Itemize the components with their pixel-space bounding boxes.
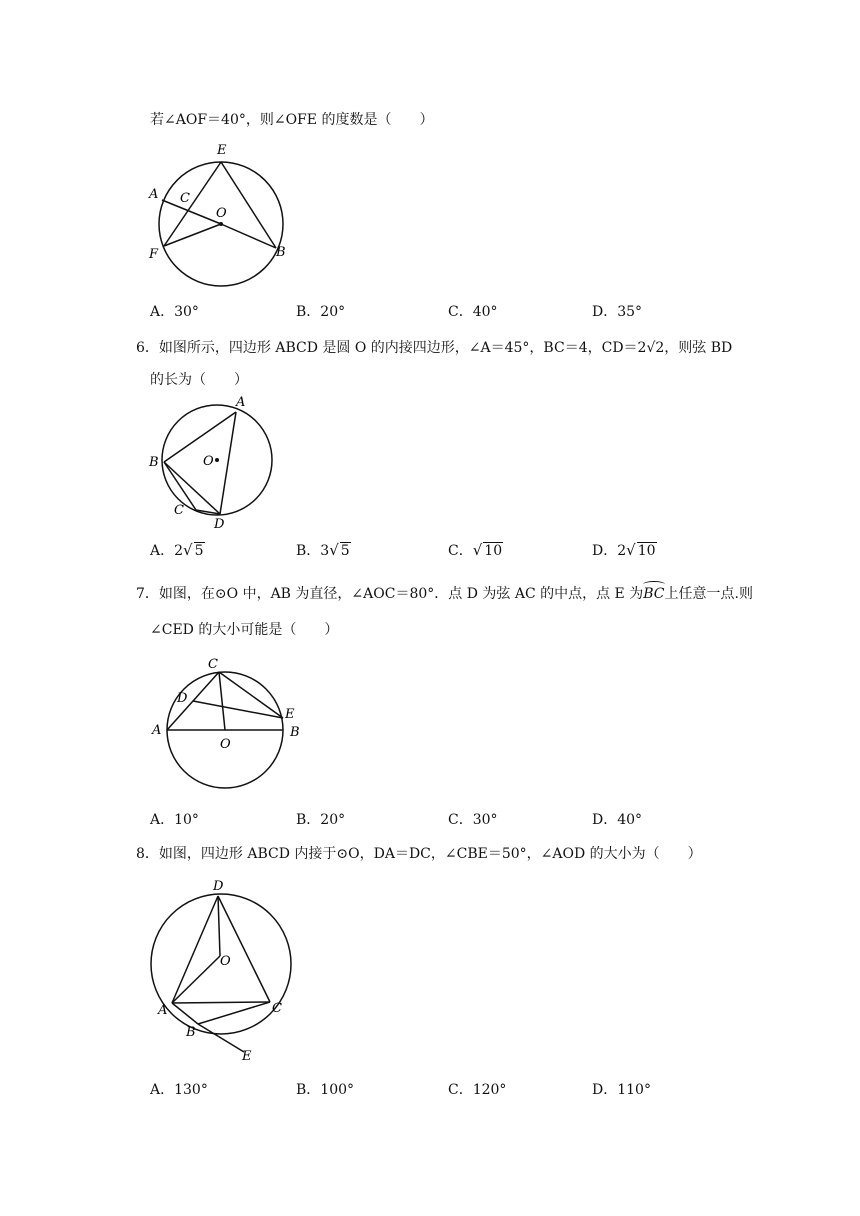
q8-segment-do — [218, 896, 220, 956]
q7-label-d: D — [177, 691, 188, 706]
q8-segment-ac — [172, 1002, 270, 1003]
q8-segment-ab — [172, 1003, 198, 1024]
q8-label-a: A — [158, 1003, 168, 1018]
q7-arc-bc: BC — [643, 586, 665, 602]
q7-segment-oc — [219, 672, 225, 730]
q8-option-b: B．100° — [296, 1082, 355, 1098]
q6-stem-line2: 的长为（ ） — [150, 372, 248, 388]
q6-option-b: B．3√ 5 — [296, 541, 350, 559]
q6-segment-ba — [164, 412, 236, 462]
q5-label-o: O — [216, 206, 227, 221]
q7-stem-line1 — [136, 584, 753, 604]
q8-label-o: O — [220, 954, 231, 969]
q5-segment-ao — [162, 200, 221, 224]
q5-option-c: C．40° — [448, 304, 498, 320]
q6-label-o: O — [203, 454, 214, 469]
q5-label-a: A — [149, 187, 159, 202]
q7-label-o: O — [220, 737, 231, 752]
q7-label-e: E — [285, 707, 295, 722]
q8-segment-oa — [172, 956, 220, 1003]
q5-stem: 若∠AOF＝40°，则∠OFE 的度数是（ ） — [150, 112, 434, 128]
q5-option-a: A．30° — [150, 304, 199, 320]
q6-option-c-radicand: 10 — [484, 543, 503, 559]
q6-option-a: A．2√ 5 — [150, 541, 204, 559]
q8-label-d: D — [213, 879, 224, 894]
q6-stem-line1: 6．如图所示，四边形 ABCD 是圆 O 的内接四边形，∠A＝45°，BC＝4，CD＝2√2，则弦 BD — [136, 340, 733, 356]
q5-option-b: B．20° — [296, 304, 346, 320]
q6-label-d: D — [214, 517, 225, 532]
q5-segment-eb — [221, 162, 276, 248]
q6-circle-figure — [140, 390, 290, 530]
q6-option-b-radicand: 5 — [340, 543, 350, 559]
q6-label-a: A — [236, 395, 246, 410]
q6-option-a-radicand: 5 — [194, 543, 204, 559]
q7-label-b: B — [290, 725, 300, 740]
q5-circle-figure — [140, 140, 300, 270]
q6-label-b: B — [149, 455, 159, 470]
q7-option-c: C．30° — [448, 812, 498, 828]
q6-option-d: D．2√ 10 — [592, 541, 656, 559]
q8-segment-bc — [198, 1002, 270, 1024]
q6-option-c: C．√ 10 — [448, 541, 503, 559]
q5-option-d: D．35° — [592, 304, 643, 320]
q7-option-d: D．40° — [592, 812, 643, 828]
q8-segment-da — [172, 896, 218, 1003]
q5-label-e: E — [217, 143, 227, 158]
q7-stem-pre: 7．如图，在⊙O 中，AB 为直径，∠AOC＝80°．点 D 为弦 AC 的中点，点 E 为 — [136, 586, 644, 602]
q7-label-a: A — [152, 723, 162, 738]
q8-label-c: C — [272, 1001, 282, 1016]
q8-segment-dc — [218, 896, 270, 1002]
q8-stem-line1: 8．如图，四边形 ABCD 内接于⊙O，DA＝DC，∠CBE＝50°，∠AOD 的大小为（ ） — [136, 846, 702, 862]
q6-segment-ad — [220, 412, 236, 514]
q5-label-b: B — [276, 245, 286, 260]
q6-segment-bd — [164, 462, 220, 514]
q7-circle-figure — [140, 650, 320, 800]
q6-label-c: C — [174, 503, 184, 518]
q8-circle-figure — [140, 876, 300, 1066]
q8-label-b: B — [186, 1025, 196, 1040]
q5-segment-fo — [164, 224, 221, 246]
q7-stem-post: 上任意一点.则 — [664, 586, 753, 602]
q8-option-d: D．110° — [592, 1082, 651, 1098]
q8-option-a: A．130° — [150, 1082, 208, 1098]
q8-segment-be — [198, 1024, 244, 1052]
q7-stem-line2: ∠CED 的大小可能是（ ） — [150, 622, 339, 638]
q5-label-f: F — [149, 247, 159, 262]
q6-option-d-radicand: 10 — [637, 543, 656, 559]
q6-center-dot — [215, 458, 219, 462]
q7-label-c: C — [208, 657, 218, 672]
q8-label-e: E — [242, 1049, 252, 1064]
q5-label-c: C — [180, 191, 190, 206]
q5-center-dot — [219, 222, 223, 226]
q7-option-b: B．20° — [296, 812, 346, 828]
q7-option-a: A．10° — [150, 812, 199, 828]
q7-segment-de — [193, 701, 283, 718]
q8-option-c: C．120° — [448, 1082, 507, 1098]
